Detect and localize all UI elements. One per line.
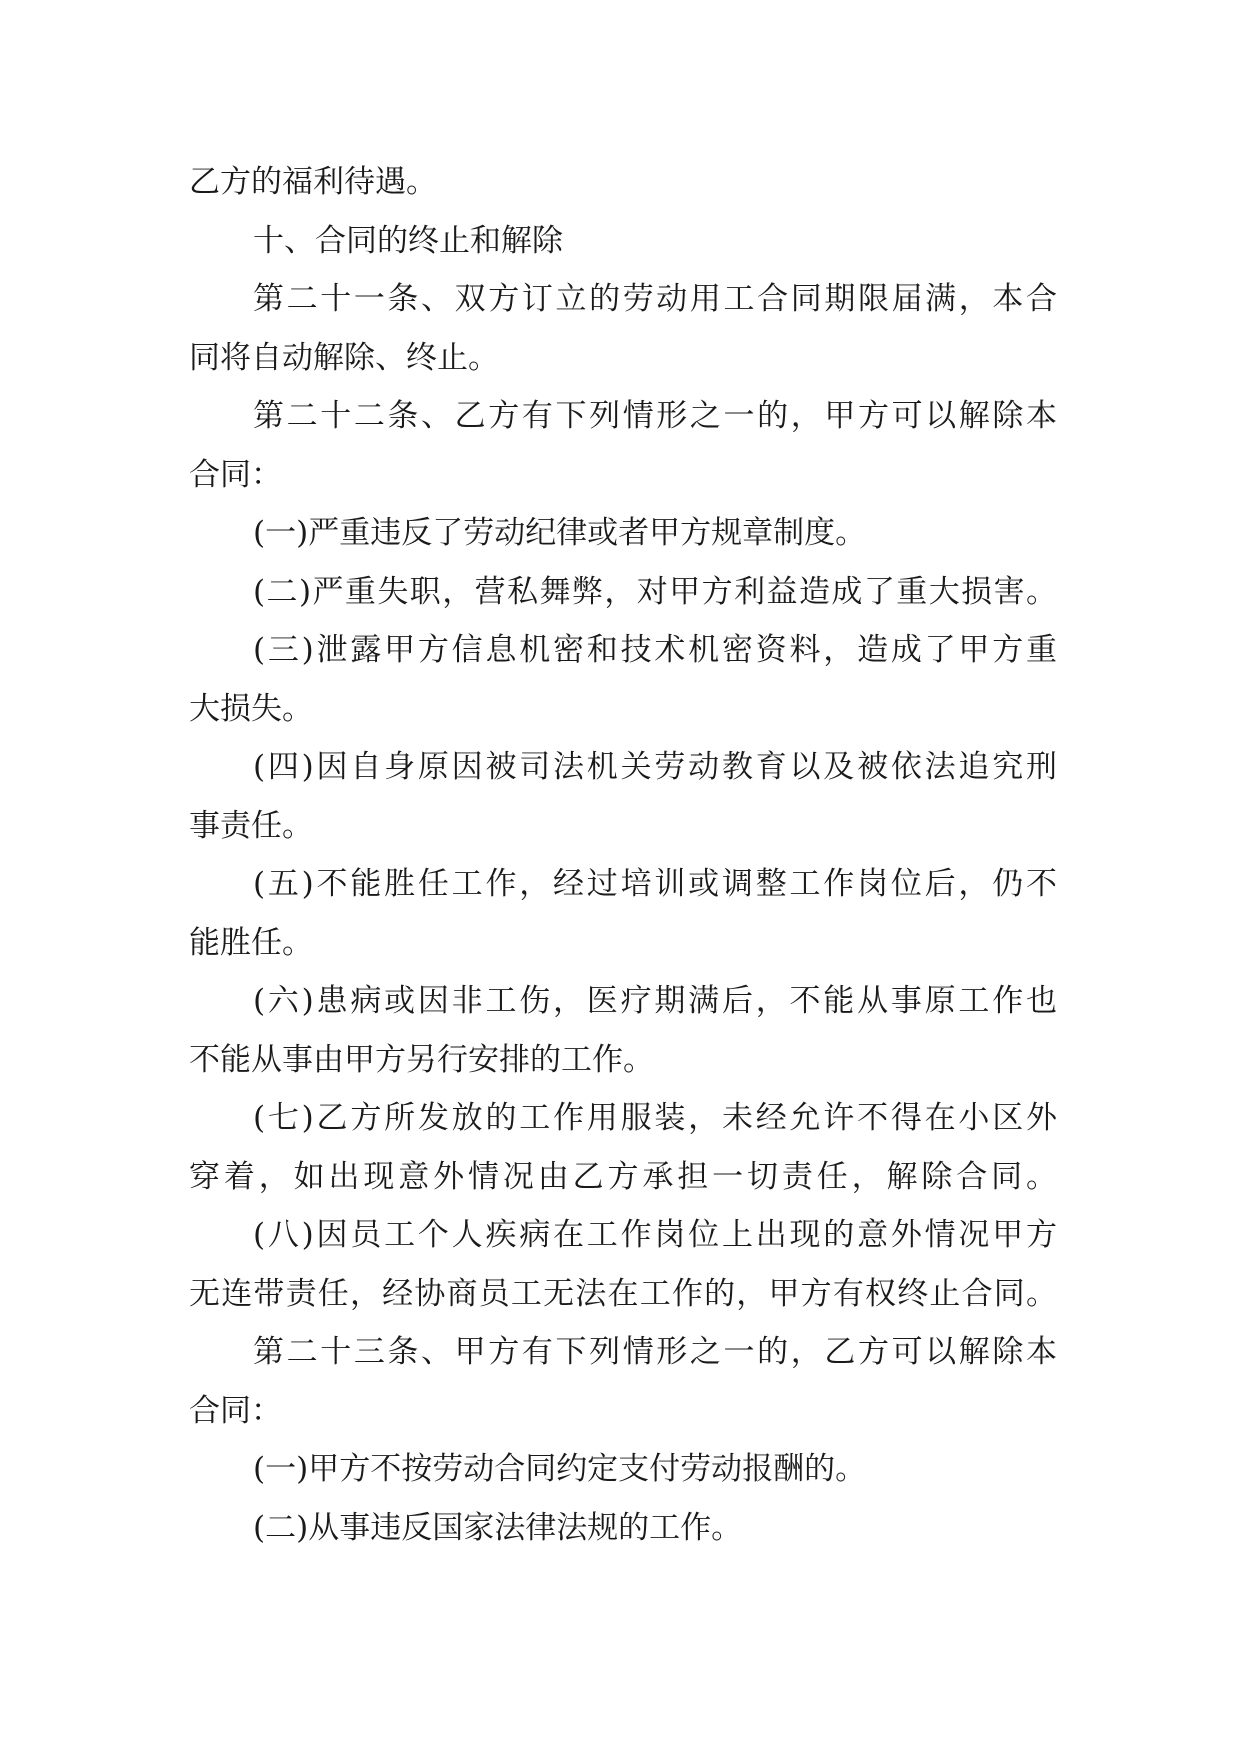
list-item: (七)乙方所发放的工作用服装，未经允许不得在小区外: [253, 1100, 1057, 1136]
text-line: 不能从事由甲方另行安排的工作。: [189, 1041, 654, 1078]
list-item: (二)从事违反国家法律法规的工作。: [253, 1509, 743, 1546]
list-item: (五)不能胜任工作，经过培训或调整工作岗位后，仍不: [253, 866, 1057, 902]
text-line: 能胜任。: [189, 924, 313, 961]
text-line: 合同：: [189, 456, 282, 493]
list-item: (八)因员工个人疾病在工作岗位上出现的意外情况甲方: [253, 1217, 1057, 1253]
section-heading: 十、合同的终止和解除: [253, 222, 563, 259]
text-line: 穿着，如出现意外情况由乙方承担一切责任，解除合同。: [189, 1158, 1057, 1195]
text-line: 同将自动解除、终止。: [189, 339, 499, 376]
text-line: 第二十三条、甲方有下列情形之一的，乙方可以解除本: [253, 1334, 1057, 1370]
text-line: 无连带责任，经协商员工无法在工作的，甲方有权终止合同。: [189, 1275, 1057, 1312]
text-line: 事责任。: [189, 807, 313, 844]
list-item: (一)严重违反了劳动纪律或者甲方规章制度。: [253, 515, 867, 551]
document-body: [189, 153, 1057, 1557]
text-line: 第二十二条、乙方有下列情形之一的，甲方可以解除本: [253, 398, 1057, 434]
list-item: (四)因自身原因被司法机关劳动教育以及被依法追究刑: [253, 749, 1057, 785]
text-line: 合同：: [189, 1392, 282, 1429]
list-item: (一)甲方不按劳动合同约定支付劳动报酬的。: [253, 1451, 867, 1487]
list-item: (六)患病或因非工伤，医疗期满后，不能从事原工作也: [253, 983, 1057, 1019]
list-item: (三)泄露甲方信息机密和技术机密资料，造成了甲方重: [253, 632, 1057, 668]
text-line: 乙方的福利待遇。: [189, 164, 437, 200]
text-line: 大损失。: [189, 690, 313, 727]
text-line: 第二十一条、双方订立的劳动用工合同期限届满，本合: [253, 281, 1057, 317]
list-item: (二)严重失职，营私舞弊，对甲方利益造成了重大损害。: [253, 573, 1057, 610]
